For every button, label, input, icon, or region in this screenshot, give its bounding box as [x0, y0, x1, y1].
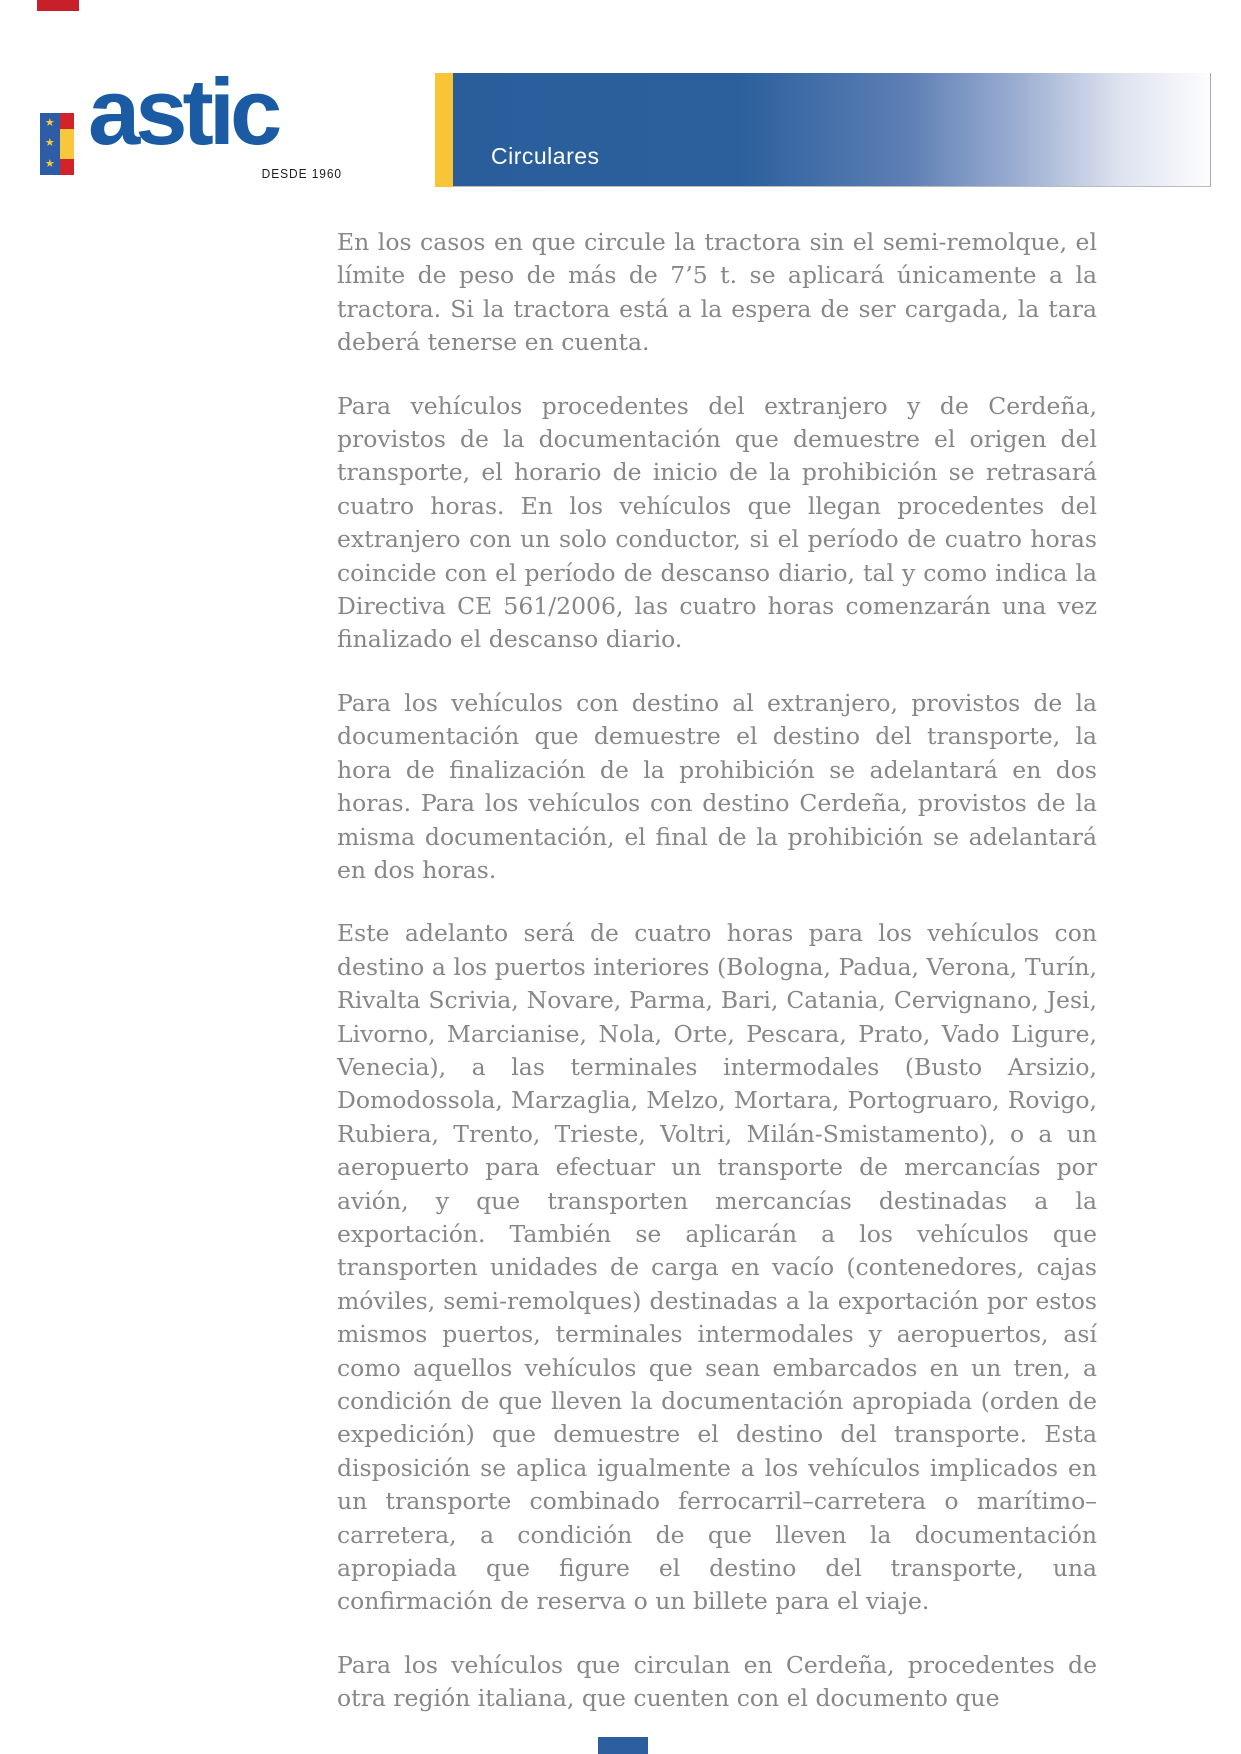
section-title: Circulares — [491, 143, 600, 169]
paragraph: Este adelanto será de cuatro horas para los vehículos con destino a los puertos interiores (Bologna, Padua, Verona, Turín, Rivalta Scrivia, Novare, Parma, Bari, Catania, Cervignano, Jesi, Livorno, Marcianise, Nola, Orte, Pescara, Prato, Vado Ligure, Venecia), a las terminales intermodales (Busto Arsizio, Domodossola, Marzaglia, Melzo, Mortara, Portogruaro, Rovigo, Rubiera, Trento, Trieste, Voltri, Milán-Smistamento), o a un aeropuerto para efectuar un transporte de mercancías por avión, y que transporten mercancías destinadas a la exportación. También se aplicarán a los vehículos que transporten unidades de carga en vacío (contenedores, cajas móviles, semi-remolques) destinadas a la exportación por estos mismos puertos, terminales intermodales y aeropuertos, así como aquellos vehículos que sean embarcados en un tren, a condición de que lleven la documentación apropiada (orden de expedición) que demuestre el destino del transporte. Esta disposición se aplica igualmente a los vehículos implicados en un transporte combinado ferrocarril–carretera o marítimo–carretera, a condición de que lleven la documentación apropiada que figure el destino del transporte, una confirmación de reserva o un billete para el viaje. — [337, 919, 1097, 1616]
star-icon: ★ — [44, 116, 55, 129]
top-edge-red-mark — [37, 0, 79, 11]
paragraph: Para los vehículos con destino al extranjero, provistos de la documentación que demuestre el destino del transporte, la hora de finalización de la prohibición se adelantará en dos horas. Para los vehículos con destino Cerdeña, provistos de la misma documentación, el final de la prohibición se adelantará en dos horas. — [337, 688, 1097, 884]
brand-wordmark: astic — [88, 59, 278, 164]
paragraph: Para vehículos procedentes del extranjero y de Cerdeña, provistos de la documentación que demuestre el origen del transporte, el horario de inicio de la prohibición se retrasará cuatro horas. En los vehículos que llegan procedentes del extranjero con un solo conductor, si el período de cuatro horas coincide con el período de descanso diario, tal y como indica la Directiva CE 561/2006, las cuatro horas comenzarán una vez finalizado el descanso diario. — [337, 391, 1097, 654]
paragraph: Para los vehículos que circulan en Cerdeña, procedentes de otra región italiana, que cuenten con el documento que — [337, 1650, 1097, 1713]
paragraph: En los casos en que circule la tractora sin el semi-remolque, el límite de peso de más de 7’5 t. se aplicará únicamente a la tractora. Si la tractora está a la espera de ser cargada, la tara deberá tenerse en cuenta. — [337, 228, 1097, 357]
star-icon: ★ — [44, 158, 55, 171]
flag-stripe-yellow — [60, 129, 74, 159]
flag-stripes — [60, 113, 74, 175]
brand-tagline: DESDE 1960 — [261, 166, 342, 181]
header-yellow-accent-bar — [435, 73, 453, 187]
spain-eu-flag-icon — [40, 113, 74, 175]
document-text — [337, 226, 1097, 1716]
bottom-edge-blue-mark — [598, 1737, 648, 1754]
flag-stripe-red — [60, 113, 74, 129]
header-banner — [453, 73, 1211, 187]
star-icon: ★ — [44, 137, 55, 150]
astic-logo — [40, 59, 342, 190]
flag-stars — [40, 113, 60, 175]
flag-stripe-red — [60, 159, 74, 175]
